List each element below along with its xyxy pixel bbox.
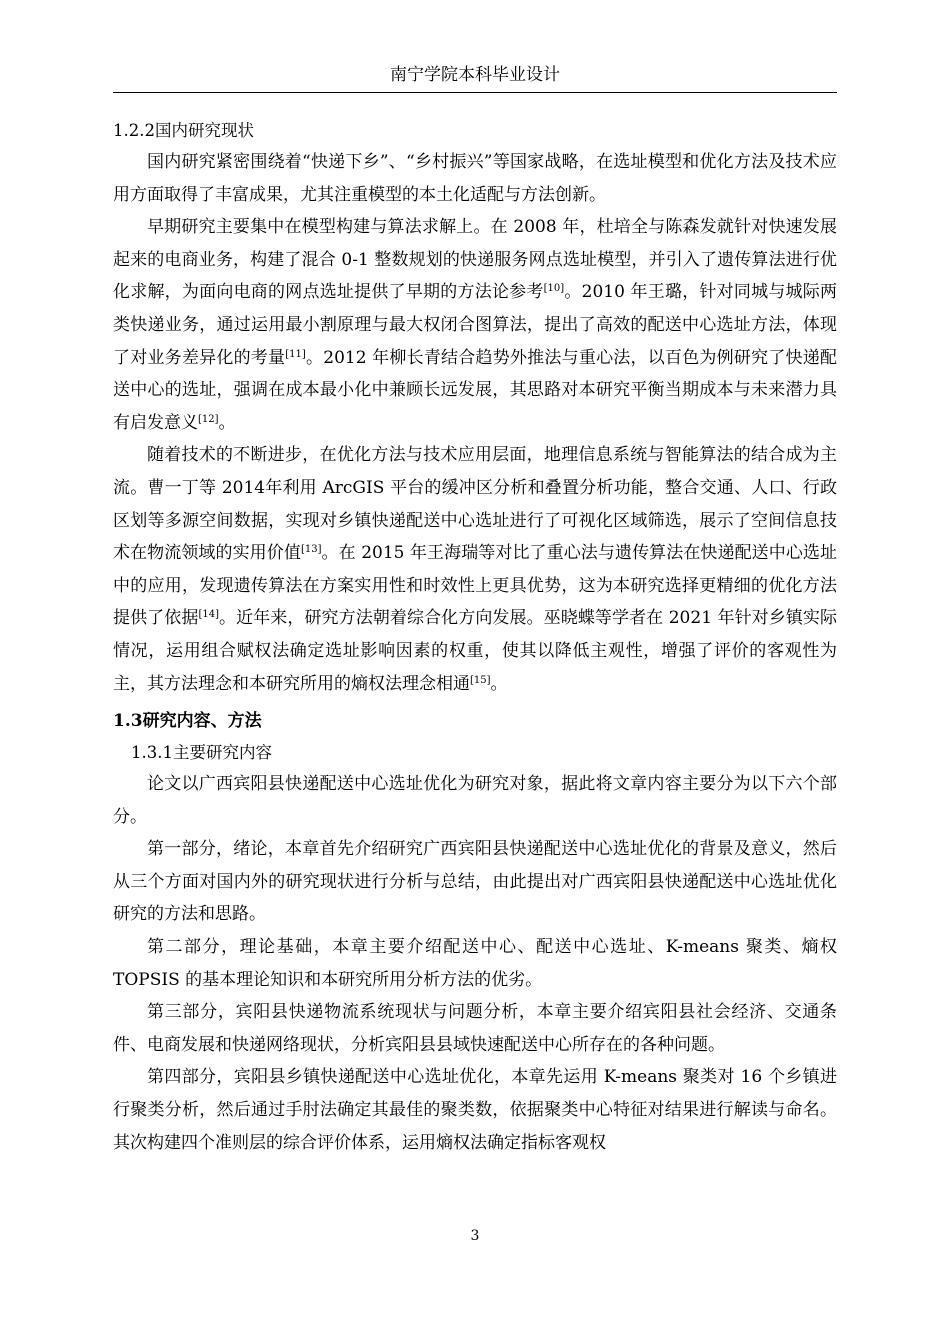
paragraph-text: 。2010 年王璐，针对同城与城际两类快递业务，通过运用最小割原理与最大权闭合图算法，提出了高效的配送中心选址方法，体现了对业务差异化的考量 xyxy=(113,282,837,368)
citation-reference: [10] xyxy=(543,283,565,295)
paragraph-text: 第三部分，宾阳县快递物流系统现状与问题分析，本章主要介绍宾阳县社会经济、交通条件、电商发展和快递网络现状，分析宾阳县县域快速配送中心所存在的各种问题。 xyxy=(113,1002,837,1055)
heading-title: 研究内容、方法 xyxy=(142,711,262,732)
paragraph-text: 早期研究主要集中在模型构建与算法求解上。在 2008 年，杜培全与陈森发就针对快速发展起来的电商业务，构建了混合 0-1 整数规划的快递服务网点选址模型，并引入了遗传算法进行优化求解，为面向电商的网点选址提供了早期的方法论参考 xyxy=(113,217,837,303)
body-paragraph xyxy=(113,211,837,439)
heading-number: 1.3.1 xyxy=(131,743,173,763)
citation-reference: [14] xyxy=(198,609,219,621)
paragraph-text: 。 xyxy=(218,412,236,433)
body-paragraph xyxy=(113,996,837,1061)
citation-reference: [13] xyxy=(300,544,322,556)
paragraph-text: 第一部分，绪论，本章首先介绍研究广西宾阳县快递配送中心选址优化的背景及意义，然后从三个方面对国内外的研究现状进行分析与总结，由此提出对广西宾阳县快递配送中心选址优化研究的方法和思路。 xyxy=(113,839,837,925)
paragraph-text: 论文以广西宾阳县快递配送中心选址优化为研究对象，据此将文章内容主要分为以下六个部分。 xyxy=(113,774,837,827)
citation-reference: [12] xyxy=(198,413,219,425)
body-paragraph xyxy=(113,1061,837,1159)
section-1-2-2-body xyxy=(113,146,837,700)
subsection-heading-1-2-2 xyxy=(113,116,837,146)
citation-reference: [11] xyxy=(285,348,306,360)
body-paragraph xyxy=(113,931,837,996)
body-paragraph xyxy=(113,439,837,700)
heading-number: 1.3 xyxy=(113,711,143,732)
citation-reference: [15] xyxy=(470,674,491,686)
paragraph-text: 。近年来，研究方法朝着综合化方向发展。巫晓蝶等学者在 2021 年针对乡镇实际情况，运用组合赋权法确定选址影响因素的权重，使其以降低主观性，增强了评价的客观性为主，其方法理念和本研究所用的熵权法理念相通 xyxy=(113,608,838,694)
subsection-heading-1-3-1 xyxy=(113,738,837,768)
paragraph-text: 第二部分，理论基础，本章主要介绍配送中心、配送中心选址、K-means 聚类、熵权 TOPSIS 的基本理论知识和本研究所用分析方法的优劣。 xyxy=(113,937,837,990)
section-1-3-1-body xyxy=(113,768,837,1159)
header-rule xyxy=(113,92,837,93)
body-paragraph xyxy=(113,146,837,211)
body-paragraph xyxy=(113,833,837,931)
paragraph-text: 。在 2015 年王海瑞等对比了重心法与遗传算法在快递配送中心选址中的应用，发现遗传算法在方案实用性和时效性上更具优势，这为本研究选择更精细的优化方法提供了依据 xyxy=(113,543,837,629)
body-paragraph xyxy=(113,768,837,833)
heading-number: 1.2.2 xyxy=(113,121,155,140)
heading-title: 主要研究内容 xyxy=(172,743,272,763)
paragraph-text: 。2012 年柳长青结合趋势外推法与重心法，以百色为例研究了快递配送中心的选址，强调在成本最小化中兼顾长远发展，其思路对本研究平衡当期成本与未来潜力具有启发意义 xyxy=(113,347,838,433)
paragraph-text: 第四部分，宾阳县乡镇快递配送中心选址优化，本章先运用 K-means 聚类对 16 个乡镇进行聚类分析，然后通过手肘法确定其最佳的聚类数，依据聚类中心特征对结果进行解读与命名。其次构建四个准则层的综合评价体系，运用熵权法确定指标客观权 xyxy=(113,1067,837,1153)
paragraph-text: 。 xyxy=(490,673,508,694)
paragraph-text: 国内研究紧密围绕着“快递下乡”、“乡村振兴”等国家战略，在选址模型和优化方法及技术应用方面取得了丰富成果，尤其注重模型的本土化适配与方法创新。 xyxy=(113,152,837,205)
heading-title: 国内研究现状 xyxy=(154,121,254,140)
page-number: 3 xyxy=(470,1228,480,1244)
paragraph-text: 随着技术的不断进步，在优化方法与技术应用层面，地理信息系统与智能算法的结合成为主流。曹一丁等 2014年利用 ArcGIS 平台的缓冲区分析和叠置分析功能，整合交通、人口、行政区划等多源空间数据，实现对乡镇快递配送中心选址进行了可视化区域筛选，展示了空间信息技术在物流领域的实用价值 xyxy=(113,445,837,564)
section-heading-1-3 xyxy=(113,706,837,736)
page-content xyxy=(113,116,837,1159)
page-header: 南宁学院本科毕业设计 xyxy=(390,65,560,85)
